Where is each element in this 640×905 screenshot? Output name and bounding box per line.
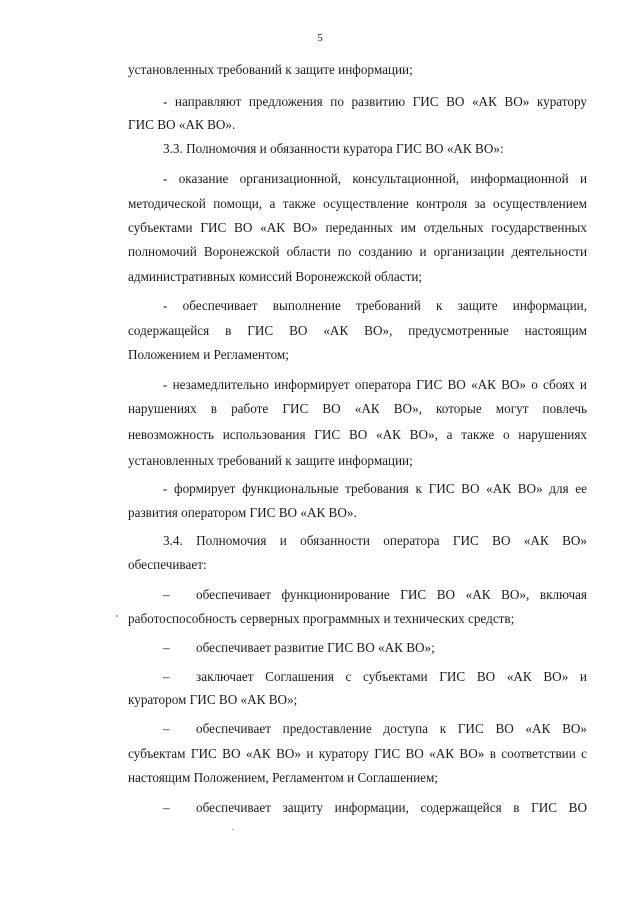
text-line: установленных требований к защите информации; bbox=[128, 453, 413, 468]
list-dash: – bbox=[163, 587, 170, 602]
section-heading: 3.4. Полномочия и обязанности оператора ГИС ВО «АК ВО» bbox=[163, 533, 587, 548]
scan-speck bbox=[116, 615, 118, 617]
list-dash: – bbox=[163, 800, 170, 815]
text-line: обеспечивает функционирование ГИС ВО «АК ВО», включая bbox=[196, 587, 587, 602]
text-line: настоящим Положением, Регламентом и Соглашением; bbox=[128, 770, 439, 785]
section-heading: 3.3. Полномочия и обязанности куратора ГИС ВО «АК ВО»: bbox=[163, 141, 504, 156]
text-line: - направляют предложения по развитию ГИС ВО «АК ВО» куратору bbox=[163, 94, 587, 109]
text-line: обеспечивает предоставление доступа к ГИС ВО «АК ВО» bbox=[196, 721, 587, 736]
text-line: субъектам ГИС ВО «АК ВО» и куратору ГИС ВО «АК ВО» в соответствии с bbox=[128, 746, 587, 761]
text-line: невозможность использования ГИС ВО «АК ВО», а также о нарушениях bbox=[128, 427, 587, 442]
text-line: обеспечивает: bbox=[128, 557, 207, 572]
text-line: - обеспечивает выполнение требований к защите информации, bbox=[163, 298, 587, 313]
list-dash: – bbox=[163, 640, 170, 655]
text-line: работоспособность серверных программных и технических средств; bbox=[128, 611, 515, 626]
text-line: - незамедлительно информирует оператора ГИС ВО «АК ВО» о сбоях и bbox=[163, 377, 587, 392]
list-dash: – bbox=[163, 669, 170, 684]
text-line: полномочий Воронежской области по созданию и организации деятельности bbox=[128, 244, 587, 259]
scan-speck bbox=[232, 829, 234, 830]
text-line: Положением и Регламентом; bbox=[128, 347, 289, 362]
text-line: административных комиссий Воронежской области; bbox=[128, 269, 423, 284]
text-line: ГИС ВО «АК ВО». bbox=[128, 117, 236, 132]
text-line: содержащейся в ГИС ВО «АК ВО», предусмотренные настоящим bbox=[128, 323, 587, 338]
text-line: развития оператором ГИС ВО «АК ВО». bbox=[128, 505, 357, 520]
text-line: субъектами ГИС ВО «АК ВО» переданных им отдельных государственных bbox=[128, 220, 587, 235]
text-line: куратором ГИС ВО «АК ВО»; bbox=[128, 692, 298, 707]
text-line: - оказание организационной, консультационной, информационной и bbox=[163, 171, 587, 186]
text-line: обеспечивает защиту информации, содержащейся в ГИС ВО bbox=[196, 800, 587, 815]
text-line: заключает Соглашения с субъектами ГИС ВО «АК ВО» и bbox=[196, 669, 587, 684]
text-line: установленных требований к защите информации; bbox=[128, 62, 413, 77]
text-line: нарушениях в работе ГИС ВО «АК ВО», которые могут повлечь bbox=[128, 401, 587, 416]
text-line: методической помощи, а также осуществление контроля за осуществлением bbox=[128, 196, 587, 211]
page-number: 5 bbox=[317, 32, 323, 44]
text-line: - формирует функциональные требования к ГИС ВО «АК ВО» для ее bbox=[163, 481, 587, 496]
text-line: обеспечивает развитие ГИС ВО «АК ВО»; bbox=[196, 640, 435, 655]
list-dash: – bbox=[163, 721, 170, 736]
